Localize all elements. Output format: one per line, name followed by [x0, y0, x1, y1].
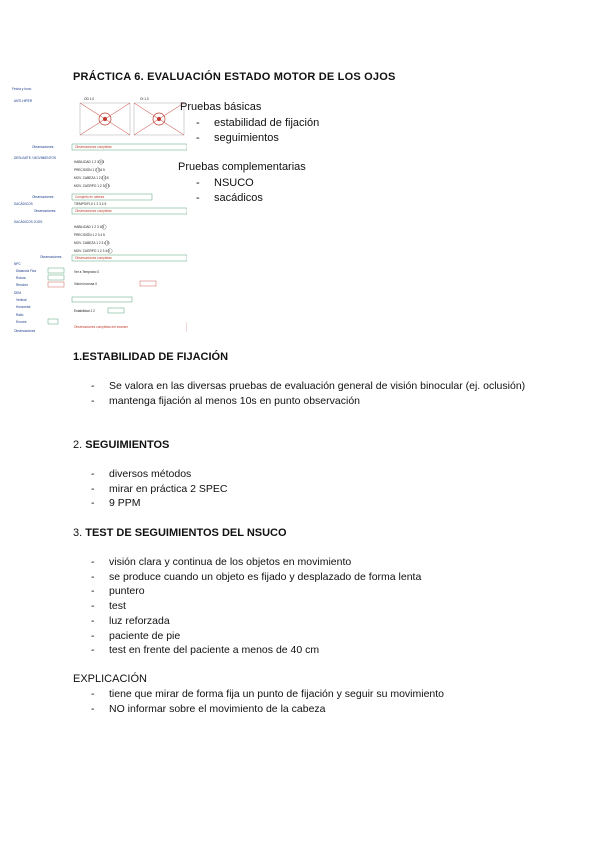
svg-text:DEM: DEM	[14, 291, 22, 295]
svg-text:Vertical: Vertical	[16, 298, 27, 302]
pruebas-complementarias-list	[196, 176, 263, 206]
svg-text:OI 1,0: OI 1,0	[140, 97, 149, 101]
section-number: 3.	[73, 527, 83, 539]
pruebas-basicas-heading: Pruebas básicas	[180, 101, 262, 113]
list-item: - mirar en práctica 2 SPEC	[91, 482, 531, 497]
list-item: - luz reforzada	[91, 614, 531, 629]
svg-text:Ratio: Ratio	[16, 313, 24, 317]
svg-text:MOV. CUERPO 1 2 3 4 5: MOV. CUERPO 1 2 3 4 5	[74, 184, 110, 188]
svg-text:Recobro: Recobro	[16, 283, 29, 287]
svg-text:Observaciones:: Observaciones:	[40, 255, 63, 259]
evaluation-form-image	[12, 86, 187, 336]
form-label: Fecha y hora:	[12, 87, 32, 91]
svg-text:PRECISIÓN 1 2 3 4 5: PRECISIÓN 1 2 3 4 5	[74, 168, 105, 172]
svg-text:Observaciones completas del ex: Observaciones completas del examen	[74, 325, 129, 329]
svg-text:Rotura: Rotura	[16, 276, 26, 280]
explicacion-list	[91, 687, 531, 716]
list-item: - Se valora en las diversas pruebas de evaluación general de visión binocular (ej. oclusión)	[91, 379, 531, 394]
svg-text:OD 1,0: OD 1,0	[84, 97, 95, 101]
section-nsuco-list	[91, 555, 531, 658]
svg-text:Observaciones:: Observaciones:	[34, 209, 57, 213]
svg-text:NPC: NPC	[14, 262, 21, 266]
eye-diagram-right	[134, 97, 184, 135]
svg-text:Observaciones completas: Observaciones completas	[75, 145, 112, 149]
form-label: ANTI-HIPER	[14, 99, 33, 103]
list-item: - paciente de pie	[91, 629, 531, 644]
list-item: - puntero	[91, 584, 531, 599]
section-number: 2.	[73, 439, 83, 451]
svg-text:Horizontal: Horizontal	[16, 305, 31, 309]
svg-text:SACÁDICOS OJOS: SACÁDICOS OJOS	[14, 220, 43, 224]
explicacion-heading: EXPLICACIÓN	[73, 673, 147, 685]
svg-text:Visión borrosa 0: Visión borrosa 0	[74, 282, 97, 286]
list-item: - NSUCO	[196, 176, 263, 191]
section-estabilidad-list	[91, 379, 531, 408]
svg-text:MOV. CABEZA 1 2 3 4 5: MOV. CABEZA 1 2 3 4 5	[74, 241, 109, 245]
svg-text:DESLIMITE / MOVIMIENTOS: DESLIMITE / MOVIMIENTOS	[14, 156, 57, 160]
svg-text:HABILIDAD 1 2 3 4 5: HABILIDAD 1 2 3 4 5	[74, 225, 105, 229]
svg-text:Ver a Temprano 0: Ver a Temprano 0	[74, 270, 100, 274]
page-title: PRÁCTICA 6. EVALUACIÓN ESTADO MOTOR DE LOS OJOS	[73, 71, 396, 83]
svg-text:SACÁDICOS: SACÁDICOS	[14, 202, 33, 206]
svg-text:Observaciones:: Observaciones:	[32, 195, 55, 199]
list-item: - tiene que mirar de forma fija un punto de fijación y seguir su movimiento	[91, 687, 531, 702]
list-item: - test en frente del paciente a menos de 40 cm	[91, 643, 531, 658]
svg-text:Errores: Errores	[16, 320, 27, 324]
list-item: - seguimientos	[196, 131, 319, 146]
svg-text:HABILIDAD 1 2 3 4 5: HABILIDAD 1 2 3 4 5	[74, 160, 105, 164]
eye-diagram-left	[80, 97, 130, 135]
svg-text:Estabilidad 1 2: Estabilidad 1 2	[74, 309, 95, 313]
svg-text:Completo en cabeza: Completo en cabeza	[75, 195, 105, 199]
svg-text:Observaciones completas: Observaciones completas	[75, 209, 112, 213]
svg-text:Distancia Fixa: Distancia Fixa	[16, 269, 37, 273]
svg-text:Observaciones: Observaciones	[14, 329, 36, 333]
list-item: - se produce cuando un objeto es fijado y desplazado de forma lenta	[91, 570, 531, 585]
list-item: - NO informar sobre el movimiento de la cabeza	[91, 702, 531, 717]
pruebas-basicas-list	[196, 116, 319, 146]
section-title: SEGUIMIENTOS	[85, 439, 170, 451]
svg-text:PRECISIÓN 1 2 3 4 5: PRECISIÓN 1 2 3 4 5	[74, 233, 105, 237]
rating-block-2	[74, 225, 112, 253]
pruebas-complementarias-heading: Pruebas complementarias	[178, 161, 306, 173]
svg-text:MOV. CUERPO 1 2 3 4 5: MOV. CUERPO 1 2 3 4 5	[74, 249, 110, 253]
list-item: - 9 PPM	[91, 496, 531, 511]
list-item: - estabilidad de fijación	[196, 116, 319, 131]
list-item: - test	[91, 599, 531, 614]
list-item: - diversos métodos	[91, 467, 531, 482]
list-item: - sacádicos	[196, 191, 263, 206]
svg-text:Observaciones:: Observaciones:	[32, 145, 55, 149]
section-seguimientos-list	[91, 467, 531, 511]
rating-block-1	[74, 160, 110, 188]
section-heading-nsuco	[73, 527, 287, 539]
section-heading-estabilidad: 1.ESTABILIDAD DE FIJACIÓN	[73, 351, 229, 363]
list-item: - mantenga fijación al menos 10s en punto observación	[91, 394, 531, 409]
svg-text:Observaciones completas: Observaciones completas	[75, 256, 112, 260]
svg-text:MOV. CABEZA 1 2 3 4 5: MOV. CABEZA 1 2 3 4 5	[74, 176, 109, 180]
section-title: TEST DE SEGUIMIENTOS DEL NSUCO	[85, 527, 287, 539]
section-heading-seguimientos	[73, 439, 169, 451]
svg-text:TIEMPO/FLX 1 2 3 4 5: TIEMPO/FLX 1 2 3 4 5	[74, 202, 107, 206]
list-item: - visión clara y continua de los objetos en movimiento	[91, 555, 531, 570]
